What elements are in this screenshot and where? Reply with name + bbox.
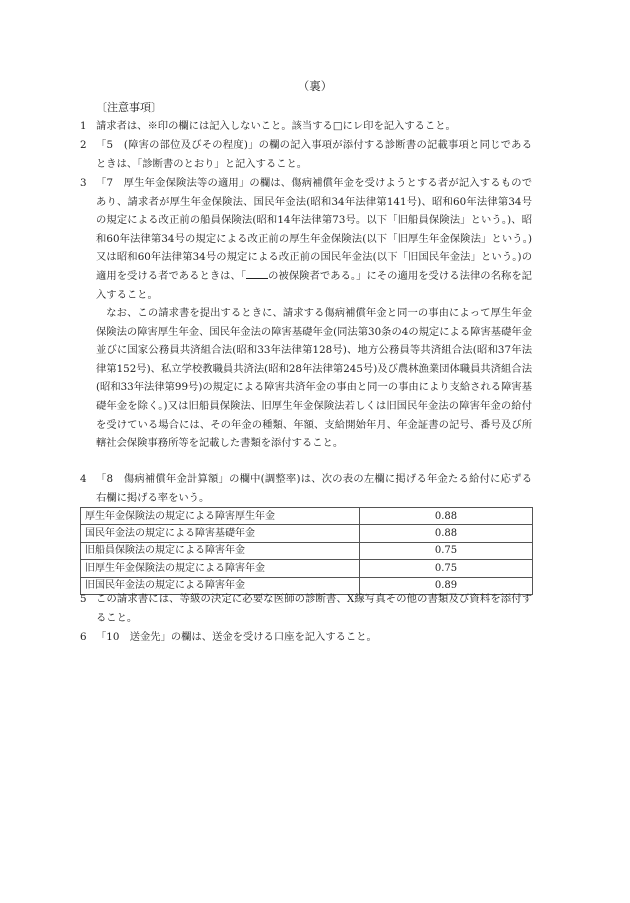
rate-cell: 0.75 [360,542,533,559]
note-item-6 [80,628,532,647]
note-number: 5 [80,593,87,605]
benefit-cell: 旧厚生年金保険法の規定による障害年金 [81,560,360,577]
table-row [81,508,533,525]
note-number: 3 [80,177,87,189]
note-number: 2 [80,139,87,151]
benefit-cell: 旧船員保険法の規定による障害年金 [81,542,360,559]
note-text: 請求者は、※印の欄には記入しないこと。該当する□にレ印を記入すること。 [96,120,456,132]
page-heading: （裏） [297,79,333,93]
note-text-continued: の被保険者である。」にその適用を受ける法律の名称を記入すること。 [96,269,532,301]
note-item-3-continuation: なお、この請求書を提出するときに、請求する傷病補償年金と同一の事由によって厚生年金保険法の障害厚生年金、国民年金法の障害基礎年金(同法第30条の4の規定による障害基礎年金並びに国家公務員共済組合法(昭和33年法律第128号)、地方公務員等共済組合法(昭和37年法律第152号)、私立学校教職員共済法(昭和28年法律第245号)及び農林漁業団体職員共済組合法(昭和33年法律第99号)の規定による障害共済年金の事由と同一の事由により支給される障害基礎年金を除く。)又は旧船員保険法、旧厚生年金保険法若しくは旧国民年金法の障害年金の給付を受けている場合には、その年金の種類、年額、支給開始年月、年金証書の記号、番号及び所轄社会保険事務所等を記載した書類を添付すること。 [96,307,532,450]
table-row [81,525,533,542]
benefit-cell: 厚生年金保険法の規定による障害厚生年金 [81,508,360,525]
note-number: 6 [80,631,87,643]
note-item-4 [80,470,532,507]
note-item-3 [80,174,532,304]
note-number: 1 [80,120,87,132]
rate-cell: 0.88 [360,525,533,542]
note-item-5 [80,590,532,627]
rate-cell: 0.88 [360,508,533,525]
note-item-1 [80,117,532,136]
note-text: 「5 (障害の部位及びその程度)」の欄の記入事項が添付する診断書の記載事項と同じであるときは、「診断書のとおり」と記入すること。 [96,139,532,170]
blank-fill-line [246,269,268,279]
table-row [81,560,533,577]
benefit-cell: 旧国民年金法の規定による障害年金 [81,577,360,594]
adjustment-rate-table [80,507,533,595]
benefit-cell: 国民年金法の規定による障害基礎年金 [81,525,360,542]
note-text: 「8 傷病補償年金計算額」の欄中(調整率)は、次の表の左欄に掲げる年金たる給付に応ずる右欄に掲げる率をいう。 [96,473,532,504]
rate-cell: 0.75 [360,560,533,577]
note-text: 「10 送金先」の欄は、送金を受ける口座を記入すること。 [96,631,377,643]
note-text: 「7 厚生年金保険法等の適用」の欄は、傷病補償年金を受けようとする者が記入するものであり、請求者が厚生年金保険法、国民年金法(昭和34年法律第141号)、昭和60年法律第34号の規定による改正前の船員保険法(昭和14年法律第73号。以下「旧船員保険法」という。)、昭和60年法律第34号の規定による改正前の厚生年金保険法(以下「旧厚生年金保険法」という。)又は昭和60年法律第34号の規定による改正前の国民年金法(以下「旧国民年金法」という。)の適用を受ける者であるときは、「 [96,177,532,282]
note-number: 4 [80,473,87,485]
note-text: この請求書には、等級の決定に必要な医師の診断書、X線写真その他の書類及び資料を添付すること。 [96,593,532,624]
rate-cell: 0.89 [360,577,533,594]
table-row [81,542,533,559]
notes-label: 〔注意事項〕 [96,101,162,114]
note-item-2 [80,136,532,173]
